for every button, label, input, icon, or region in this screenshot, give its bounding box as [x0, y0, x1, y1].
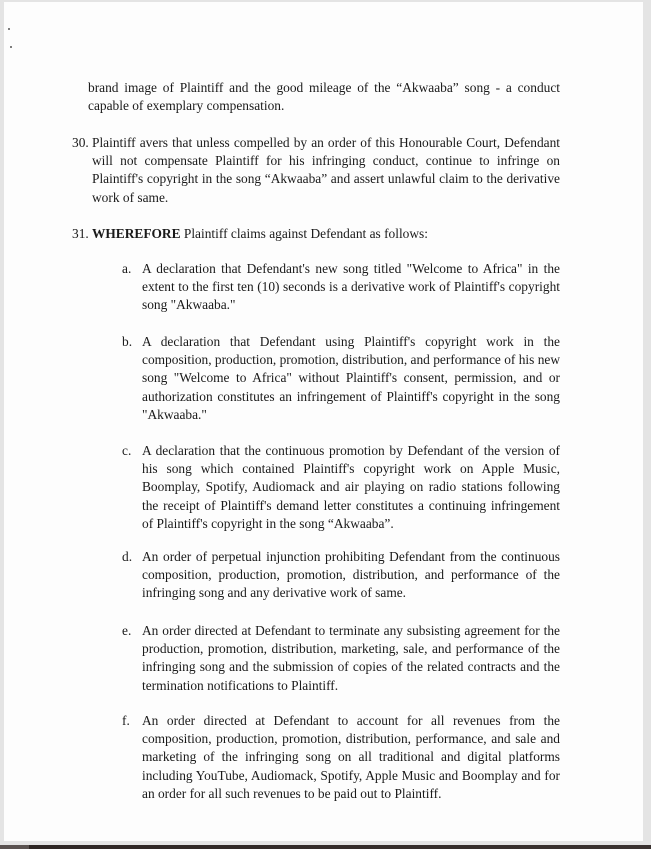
claim-text: An order of perpetual injunction prohibiting Defendant from the continuous composition, production, promotion, distribution, and performance of the infringing song and any derivative work of same.: [142, 549, 560, 601]
document-page: [4, 2, 643, 841]
continuation-text: brand image of Plaintiff and the good mileage of the “Akwaaba” song - a conduct capable of exemplary compensation.: [88, 80, 560, 114]
claim-b: [122, 333, 560, 424]
claim-text: A declaration that Defendant's new song titled "Welcome to Africa" in the extent to the first ten (10) seconds is a derivative work of Plaintiff's copyright song "Akwaaba.": [142, 261, 560, 313]
claim-letter: b.: [122, 334, 133, 349]
paragraph-text-rest: Plaintiff claims against Defendant as follows:: [180, 226, 428, 241]
claim-letter: e.: [122, 623, 132, 638]
paragraph-number: 30.: [72, 135, 89, 150]
paragraph-31: [72, 225, 560, 243]
claim-text: A declaration that the continuous promotion by Defendant of the version of his song which contained Plaintiff's copyright work on Apple Music, Boomplay, Spotify, Audiomack and air playing on radio stations following the receipt of Plaintiff's demand letter constitutes a continuing infringement of Plaintiff's copyright in the song “Akwaaba”.: [142, 443, 560, 531]
claim-text: A declaration that Defendant using Plaintiff's copyright work in the composition, production, promotion, distribution, and performance of his new song "Welcome to Africa" without Plaintiff's consent, permission, and or authorization constitutes an infringement of Plaintiff's copyright in the song "Akwaaba.": [142, 334, 561, 422]
scan-speck: [8, 28, 10, 30]
claim-f: [122, 712, 560, 803]
claim-e: [122, 622, 560, 695]
claim-a: [122, 260, 560, 315]
claim-letter: c.: [122, 443, 132, 458]
claim-text: An order directed at Defendant to account for all revenues from the composition, production, promotion, distribution, performance, and sale and marketing of the infringing song on all traditional and digital platforms including YouTube, Audiomack, Spotify, Apple Music and Boomplay and for an order for all such revenues to be paid out to Plaintiff.: [142, 713, 560, 801]
scan-speck: [10, 46, 12, 48]
continuation-paragraph: [88, 79, 560, 115]
claim-c: [122, 442, 560, 533]
wherefore-bold: WHEREFORE: [92, 226, 181, 241]
claim-letter: f.: [122, 713, 130, 728]
claim-letter: a.: [122, 261, 132, 276]
claim-letter: d.: [122, 549, 133, 564]
bottom-bar: [0, 845, 651, 849]
claim-d: [122, 548, 560, 603]
paragraph-text: Plaintiff avers that unless compelled by an order of this Honourable Court, Defendant will not compensate Plaintiff for his infringing conduct, continue to infringe on Plaintiff's copyright in the song “Akwaaba” and assert unlawful claim to the derivative work of same.: [92, 135, 560, 205]
claim-text: An order directed at Defendant to terminate any subsisting agreement for the production, promotion, distribution, marketing, sale, and performance of the infringing song and the submission of copies of the related contracts and the termination notifications to Plaintiff.: [142, 623, 560, 693]
paragraph-text: [92, 225, 560, 243]
paragraph-30: [72, 134, 560, 207]
paragraph-number: 31.: [72, 226, 89, 241]
